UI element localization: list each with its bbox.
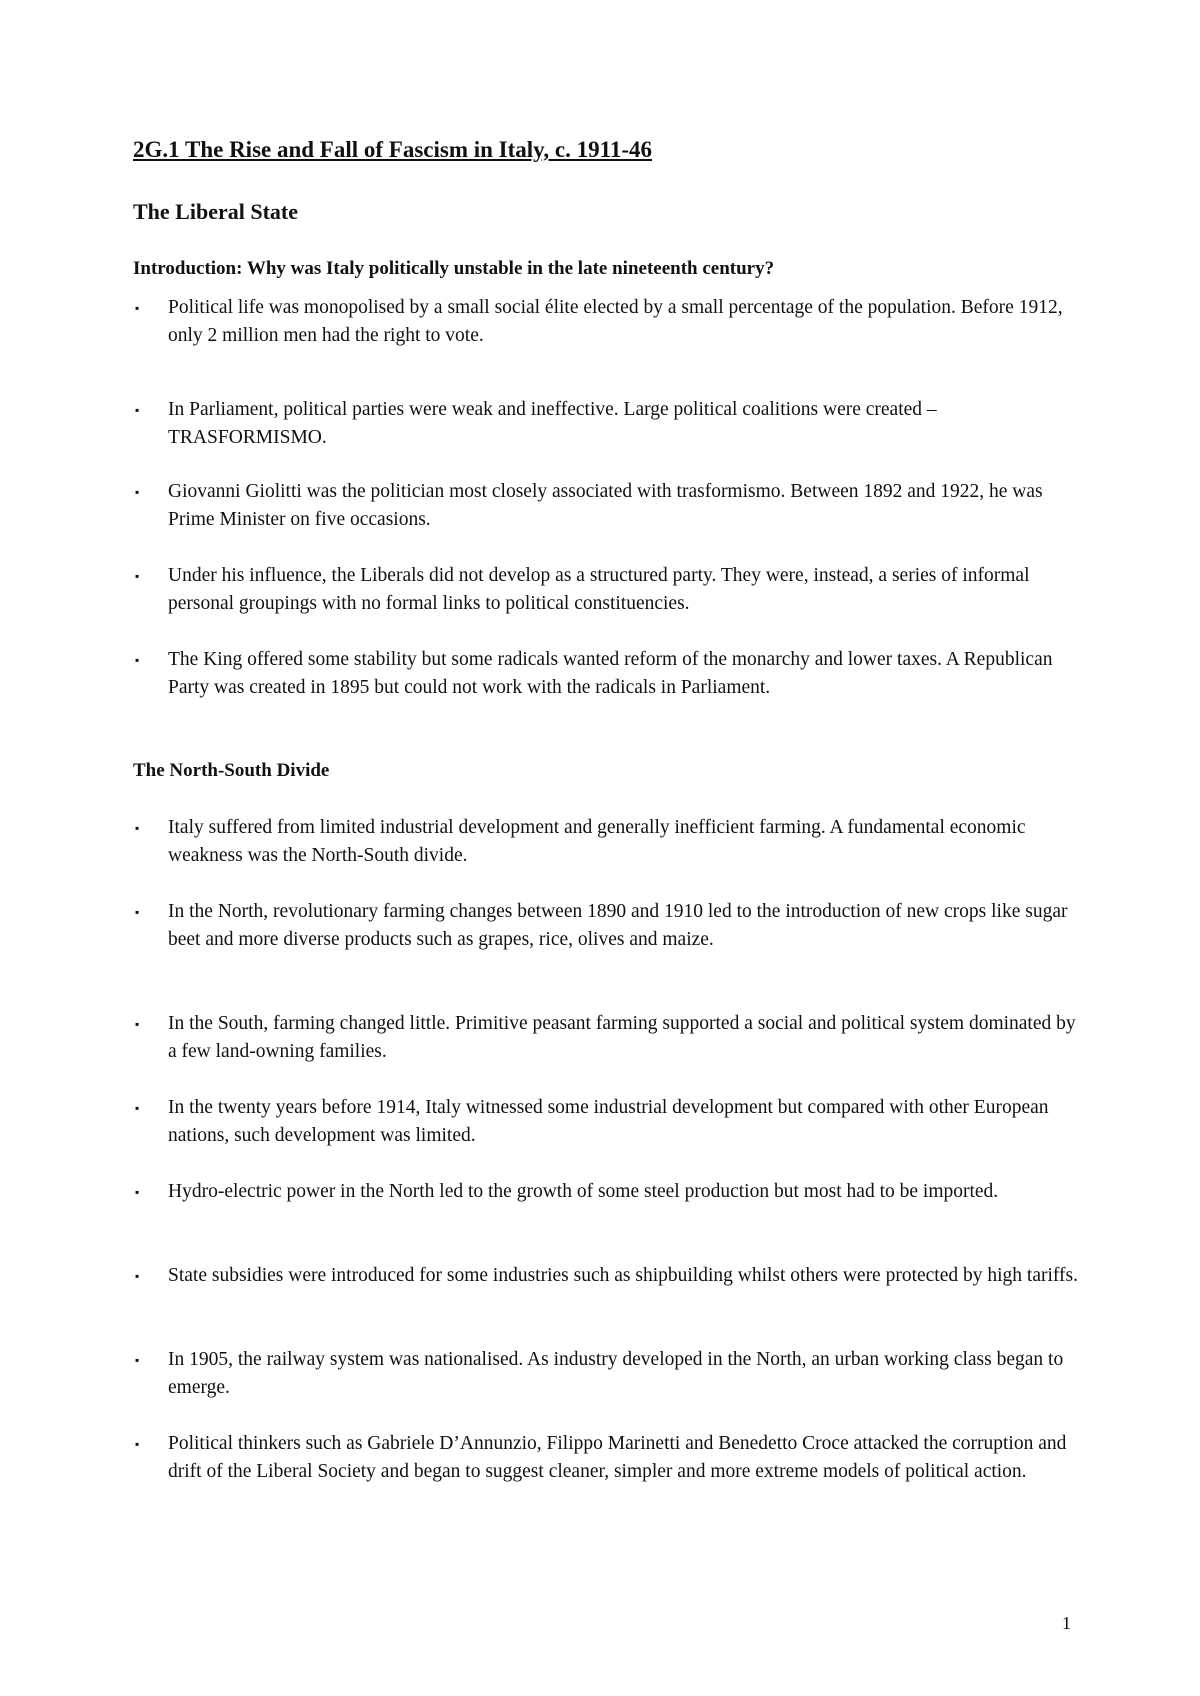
bullet-text: In the twenty years before 1914, Italy witnessed some industrial development but compared with other European nations, such development was limited.: [168, 1097, 1049, 1146]
bullet-text: Giovanni Giolitti was the politician most closely associated with trasformismo. Between 1892 and 1922, he was Prime Minister on five occasions.: [168, 481, 1043, 530]
list-item: [133, 1262, 1093, 1290]
bullet-icon: ▪: [135, 569, 140, 583]
page-number: 1: [1062, 1613, 1071, 1633]
intro-heading: Introduction: Why was Italy politically unstable in the late nineteenth century?: [133, 258, 775, 279]
list-item: [133, 1094, 1093, 1150]
bullet-text: In 1905, the railway system was nationalised. As industry developed in the North, an urban working class began to emerge.: [168, 1349, 1064, 1398]
list-item: [133, 646, 1093, 702]
list-item: [133, 562, 1093, 618]
bullet-icon: ▪: [135, 1353, 140, 1367]
bullet-icon: ▪: [135, 403, 140, 417]
bullet-text: Political life was monopolised by a small social élite elected by a small percentage of the population. Before 1912, only 2 million men had the right to vote.: [168, 297, 1063, 346]
north-south-heading: The North-South Divide: [133, 760, 330, 781]
bullet-icon: ▪: [135, 485, 140, 499]
bullet-text: In the North, revolutionary farming changes between 1890 and 1910 led to the introduction of new crops like sugar beet and more diverse products such as grapes, rice, olives and maize.: [168, 901, 1068, 950]
bullet-icon: ▪: [135, 1185, 140, 1199]
bullet-text: The King offered some stability but some radicals wanted reform of the monarchy and lower taxes. A Republican Party was created in 1895 but could not work with the radicals in Parliament.: [168, 649, 1053, 698]
list-item: [133, 1346, 1093, 1402]
bullet-icon: ▪: [135, 1017, 140, 1031]
bullet-text: Hydro-electric power in the North led to the growth of some steel production but most had to be imported.: [168, 1181, 999, 1202]
list-item: [133, 898, 1093, 954]
bullet-text: State subsidies were introduced for some industries such as shipbuilding whilst others were protected by high tariffs.: [168, 1265, 1079, 1286]
bullet-text: In Parliament, political parties were weak and ineffective. Large political coalitions were created – TRASFORMISMO.: [168, 399, 937, 448]
list-item: [133, 814, 1093, 870]
list-item: [133, 396, 1093, 452]
bullet-icon: ▪: [135, 821, 140, 835]
bullet-text: Under his influence, the Liberals did not develop as a structured party. They were, instead, a series of informal personal groupings with no formal links to political constituencies.: [168, 565, 1030, 614]
list-item: [133, 478, 1093, 534]
list-item: [133, 1178, 1093, 1206]
list-item: [133, 294, 1093, 350]
bullet-icon: ▪: [135, 301, 140, 315]
bullet-icon: ▪: [135, 1269, 140, 1283]
bullet-icon: ▪: [135, 905, 140, 919]
section-heading-liberal-state: The Liberal State: [133, 199, 298, 224]
bullet-text: In the South, farming changed little. Primitive peasant farming supported a social and political system dominated by a few land-owning families.: [168, 1013, 1076, 1062]
list-item: [133, 1010, 1093, 1066]
document-title: 2G.1 The Rise and Fall of Fascism in Italy, c. 1911-46: [133, 137, 653, 162]
bullet-icon: ▪: [135, 1437, 140, 1451]
bullet-text: Political thinkers such as Gabriele D’Annunzio, Filippo Marinetti and Benedetto Croce attacked the corruption and drift of the Liberal Society and began to suggest cleaner, simpler and more extreme models of political action.: [168, 1433, 1067, 1482]
bullet-icon: ▪: [135, 653, 140, 667]
bullet-text: Italy suffered from limited industrial development and generally inefficient farming. A fundamental economic weakness was the North-South divide.: [168, 817, 1026, 866]
list-item: [133, 1430, 1093, 1486]
bullet-icon: ▪: [135, 1101, 140, 1115]
